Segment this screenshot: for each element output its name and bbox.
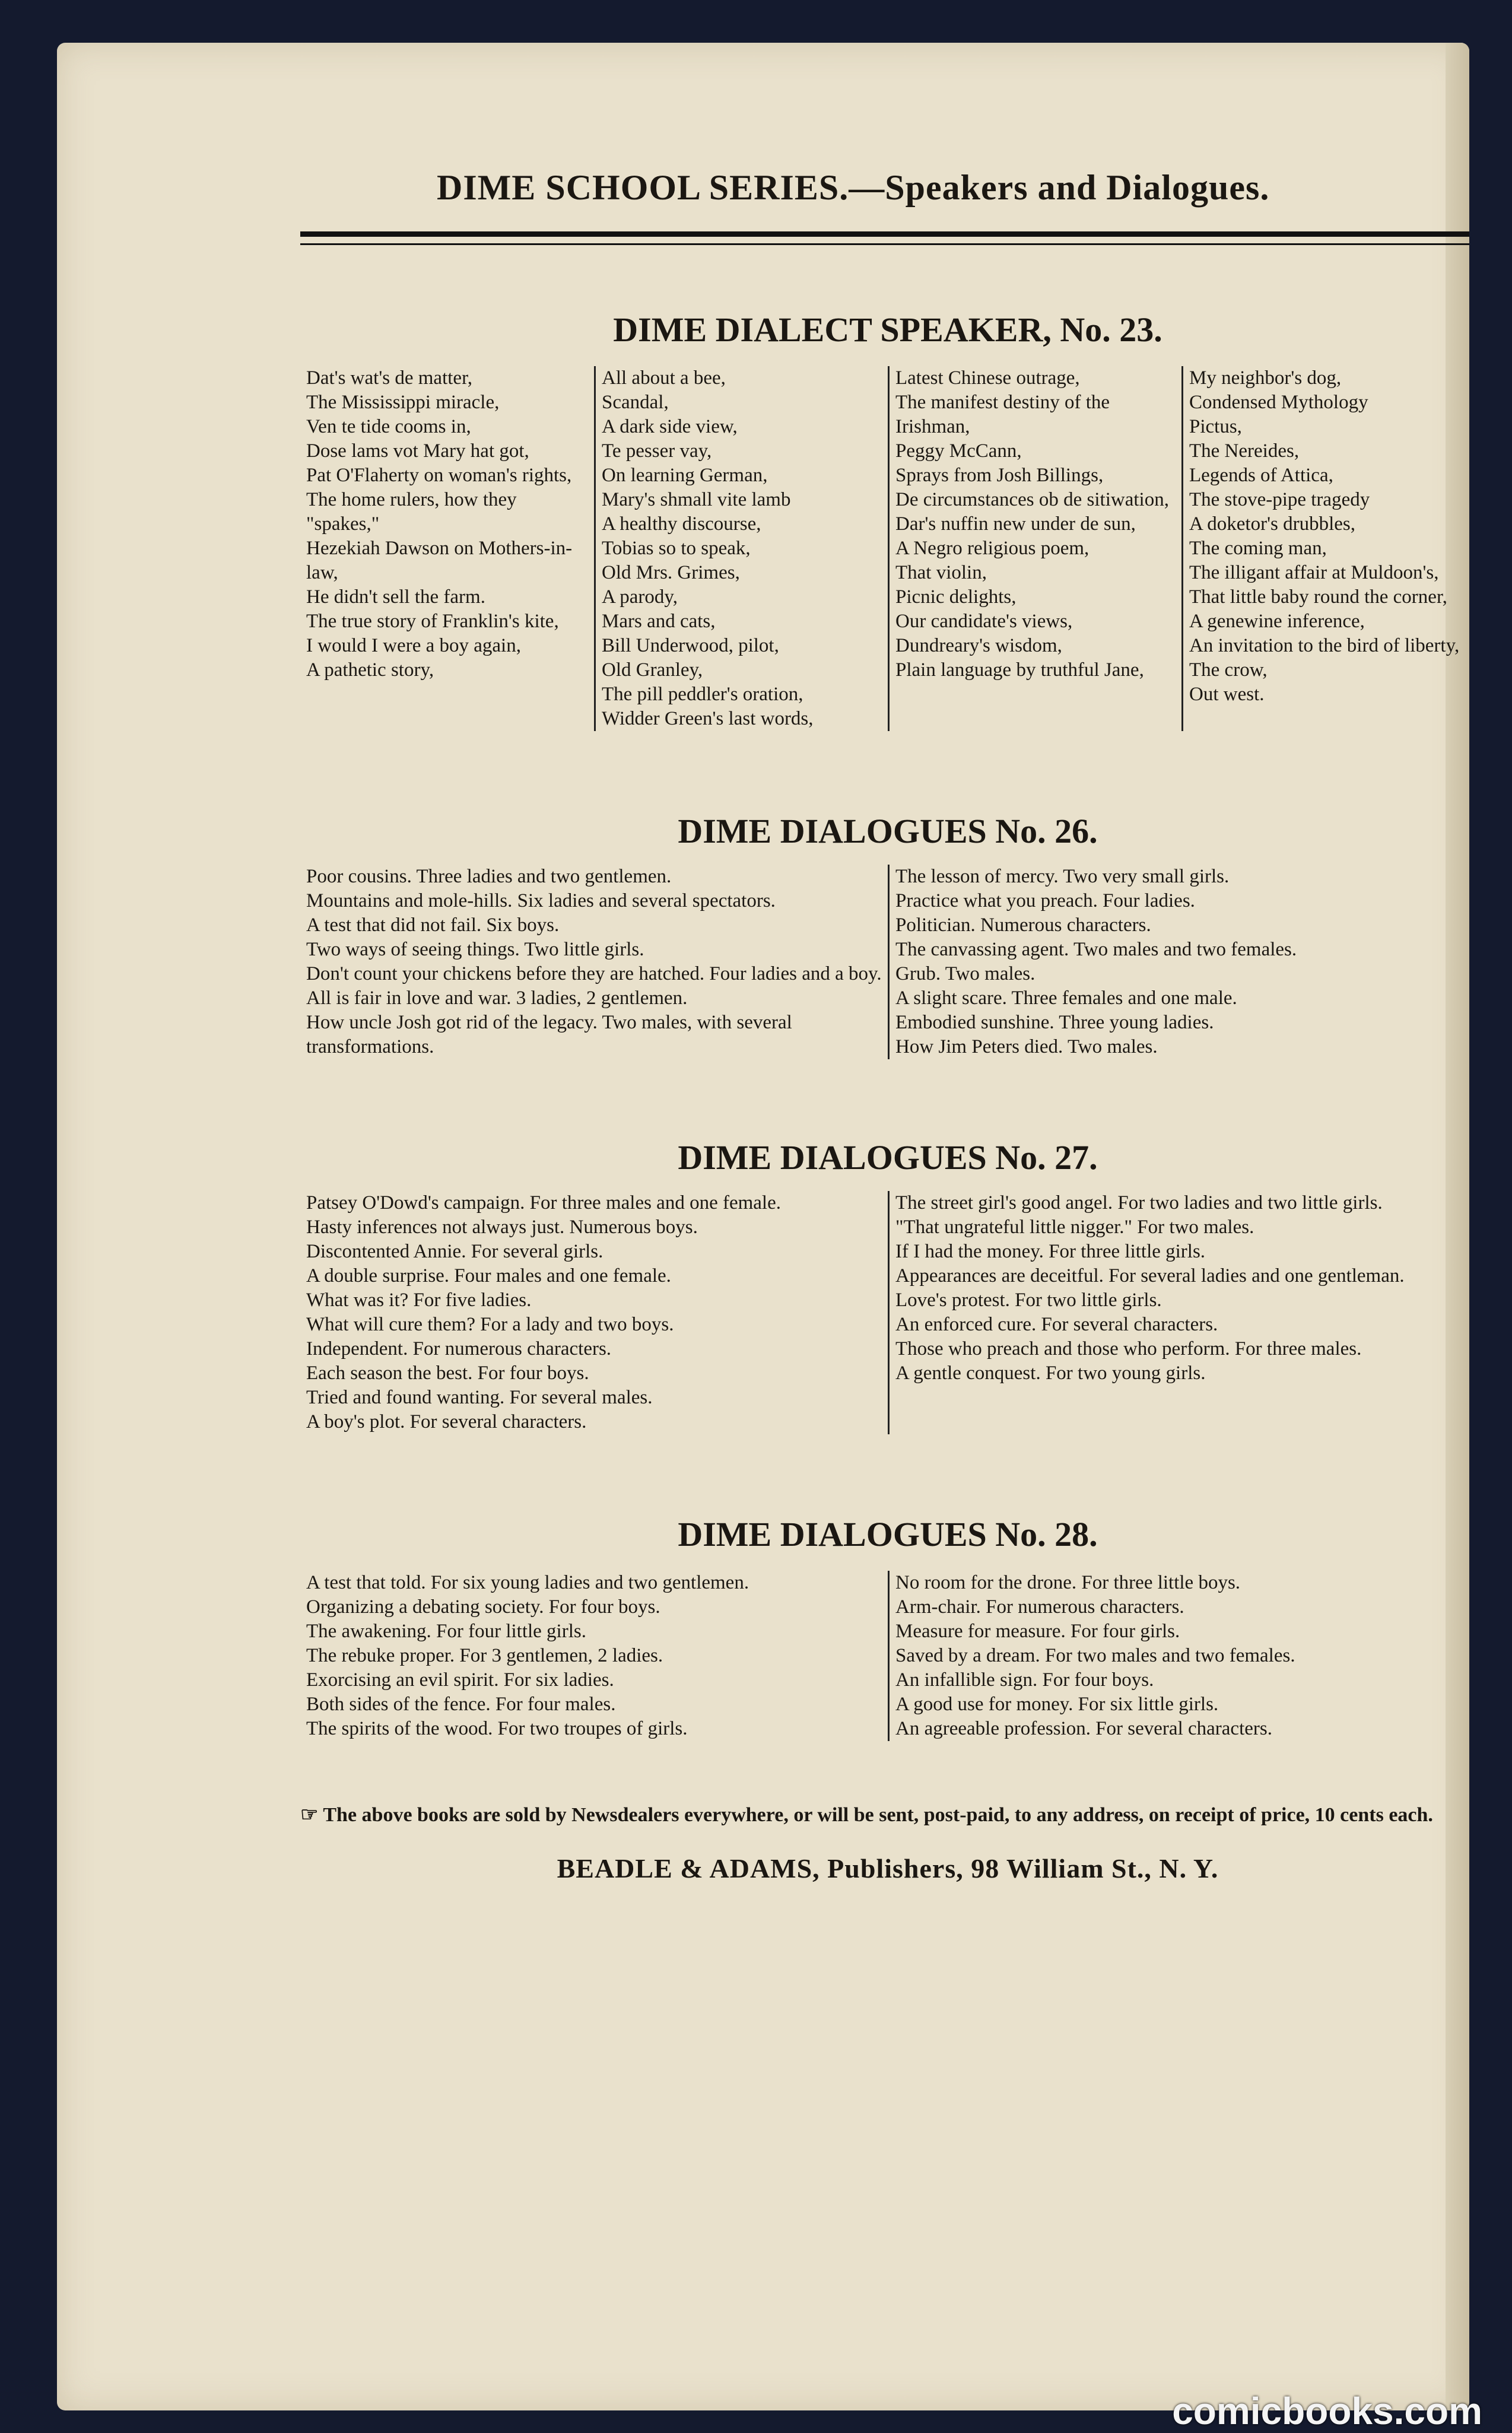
list-item: Politician. Numerous characters. [895, 914, 1151, 936]
list-item: Plain language by truthful Jane, [895, 659, 1144, 681]
list-column [888, 366, 1181, 731]
list-item: Don't count your chickens before they are hatched. Four ladies and a boy. [306, 963, 882, 984]
list-item: "That ungrateful little nigger." For two males. [895, 1216, 1254, 1238]
section-title-dialogues-28: DIME DIALOGUES No. 28. [678, 1515, 1098, 1554]
list-item: The illigant affair at Muldoon's, [1189, 562, 1439, 583]
list-column [594, 366, 888, 731]
list-item: An enforced cure. For several characters. [895, 1314, 1218, 1335]
list-column [300, 1191, 888, 1434]
section-dialogues-26-columns [300, 865, 1469, 1059]
list-item: Grub. Two males. [895, 963, 1035, 984]
list-item: The manifest destiny of the Irishman, [895, 392, 1110, 437]
list-item: The Nereides, [1189, 440, 1300, 462]
list-item: Appearances are deceitful. For several ladies and one gentleman. [895, 1265, 1405, 1287]
list-item: Mary's shmall vite lamb [602, 489, 791, 510]
list-item: A parody, [602, 586, 678, 608]
list-item: Tried and found wanting. For several males. [306, 1387, 653, 1408]
list-item: Widder Green's last words, [602, 708, 814, 729]
list-item: How Jim Peters died. Two males. [895, 1036, 1158, 1057]
list-item: Mars and cats, [602, 611, 716, 632]
page [57, 43, 1469, 2410]
list-item: Dat's wat's de matter, [306, 367, 472, 389]
list-column [888, 865, 1469, 1059]
section-dialogues-28-columns [300, 1571, 1469, 1741]
list-item: Patsey O'Dowd's campaign. For three males and one female. [306, 1192, 781, 1214]
list-item: Scandal, [602, 392, 669, 413]
list-item: The spirits of the wood. For two troupes of girls. [306, 1718, 688, 1739]
list-item: Dundreary's wisdom, [895, 635, 1062, 656]
section-title-dialogues-26: DIME DIALOGUES No. 26. [678, 812, 1098, 850]
list-item: Legends of Attica, [1189, 465, 1333, 486]
page-header [437, 167, 1386, 208]
list-item: Arm-chair. For numerous characters. [895, 1596, 1184, 1618]
list-item: The crow, [1189, 659, 1268, 681]
list-item: Each season the best. For four boys. [306, 1362, 589, 1384]
list-item: A boy's plot. For several characters. [306, 1411, 587, 1433]
list-item: Old Mrs. Grimes, [602, 562, 740, 583]
section-dialect-speaker-columns [300, 366, 1469, 731]
list-item: Ven te tide cooms in, [306, 416, 471, 437]
list-item: Practice what you preach. Four ladies. [895, 890, 1195, 911]
header-rule-thin [300, 243, 1469, 245]
list-item: Sprays from Josh Billings, [895, 465, 1104, 486]
list-column [300, 1571, 888, 1741]
list-item: All about a bee, [602, 367, 726, 389]
list-item: Two ways of seeing things. Two little girls. [306, 939, 644, 960]
list-item: Hasty inferences not always just. Numerous boys. [306, 1216, 698, 1238]
list-item: Dose lams vot Mary hat got, [306, 440, 529, 462]
list-item: A test that told. For six young ladies and two gentlemen. [306, 1572, 749, 1593]
list-item: Bill Underwood, pilot, [602, 635, 779, 656]
list-item: That violin, [895, 562, 987, 583]
list-item: Tobias so to speak, [602, 538, 751, 559]
list-item: An invitation to the bird of liberty, [1189, 635, 1460, 656]
list-item: The coming man, [1189, 538, 1327, 559]
list-item: A doketor's drubbles, [1189, 513, 1356, 535]
list-item: A slight scare. Three females and one male. [895, 987, 1237, 1009]
page-content [235, 43, 1460, 2410]
list-item: Condensed Mythology [1189, 392, 1368, 413]
list-item: Poor cousins. Three ladies and two gentlemen. [306, 866, 672, 887]
list-item: All is fair in love and war. 3 ladies, 2 gentlemen. [306, 987, 688, 1009]
list-item: Discontented Annie. For several girls. [306, 1241, 603, 1262]
list-item: Mountains and mole-hills. Six ladies and several spectators. [306, 890, 776, 911]
list-item: Pat O'Flaherty on woman's rights, [306, 465, 572, 486]
list-item: A pathetic story, [306, 659, 434, 681]
list-item: Pictus, [1189, 416, 1242, 437]
list-item: Organizing a debating society. For four boys. [306, 1596, 660, 1618]
list-item: Independent. For numerous characters. [306, 1338, 612, 1360]
list-column [888, 1191, 1469, 1434]
list-item: He didn't sell the farm. [306, 586, 485, 608]
list-item: The lesson of mercy. Two very small girls. [895, 866, 1230, 887]
list-item: A genewine inference, [1189, 611, 1365, 632]
list-item: Our candidate's views, [895, 611, 1073, 632]
list-item: Love's protest. For two little girls. [895, 1289, 1162, 1311]
list-column [300, 865, 888, 1059]
list-item: Hezekiah Dawson on Mothers-in-law, [306, 538, 573, 583]
list-item: The home rulers, how they "spakes," [306, 489, 517, 535]
list-item: Out west. [1189, 684, 1265, 705]
list-item: Latest Chinese outrage, [895, 367, 1080, 389]
list-item: Exorcising an evil spirit. For six ladies. [306, 1669, 614, 1691]
list-item: On learning German, [602, 465, 768, 486]
list-item: Embodied sunshine. Three young ladies. [895, 1012, 1214, 1033]
list-item: The stove-pipe tragedy [1189, 489, 1370, 510]
list-item: Peggy McCann, [895, 440, 1022, 462]
list-item: What will cure them? For a lady and two boys. [306, 1314, 674, 1335]
list-item: If I had the money. For three little girls. [895, 1241, 1206, 1262]
series-subtitle: —Speakers and Dialogues. [849, 168, 1270, 207]
section-title-dialect-speaker: DIME DIALECT SPEAKER, No. 23. [613, 310, 1162, 349]
list-item: Measure for measure. For four girls. [895, 1621, 1180, 1642]
list-item: The rebuke proper. For 3 gentlemen, 2 ladies. [306, 1645, 663, 1666]
list-item: The pill peddler's oration, [602, 684, 803, 705]
list-item: Old Granley, [602, 659, 703, 681]
list-item: A healthy discourse, [602, 513, 761, 535]
watermark: comicbooks.com [1172, 2390, 1482, 2432]
list-item: A good use for money. For six little girls. [895, 1694, 1219, 1715]
list-item: What was it? For five ladies. [306, 1289, 532, 1311]
list-item: A Negro religious poem, [895, 538, 1089, 559]
list-item: Those who preach and those who perform. For three males. [895, 1338, 1362, 1360]
list-item: No room for the drone. For three little boys. [895, 1572, 1241, 1593]
list-item: A dark side view, [602, 416, 738, 437]
list-item: The street girl's good angel. For two ladies and two little girls. [895, 1192, 1383, 1214]
list-item: The Mississippi miracle, [306, 392, 500, 413]
list-item: A double surprise. Four males and one female. [306, 1265, 671, 1287]
list-item: The true story of Franklin's kite, [306, 611, 559, 632]
list-item: An infallible sign. For four boys. [895, 1669, 1154, 1691]
list-item: Picnic delights, [895, 586, 1017, 608]
list-item: Te pesser vay, [602, 440, 712, 462]
list-item: Dar's nuffin new under de sun, [895, 513, 1136, 535]
list-item: How uncle Josh got rid of the legacy. Two males, with several transformations. [306, 1012, 792, 1057]
list-item: Saved by a dream. For two males and two females. [895, 1645, 1295, 1666]
publisher-line: BEADLE & ADAMS, Publishers, 98 William St., N. Y. [557, 1853, 1219, 1883]
header-rule [300, 231, 1469, 237]
sales-note: ☞ The above books are sold by Newsdealers everywhere, or will be sent, post-paid, to any address, on receipt of price, 10 cents each. [300, 1804, 1433, 1826]
list-item: Both sides of the fence. For four males. [306, 1694, 616, 1715]
list-column [300, 366, 594, 731]
series-title: DIME SCHOOL SERIES. [437, 168, 849, 207]
section-title-dialogues-27: DIME DIALOGUES No. 27. [678, 1138, 1098, 1177]
list-item: The canvassing agent. Two males and two females. [895, 939, 1297, 960]
section-dialogues-27-columns [300, 1191, 1469, 1434]
list-column [1181, 366, 1469, 731]
list-item: An agreeable profession. For several characters. [895, 1718, 1272, 1739]
list-item: That little baby round the corner, [1189, 586, 1447, 608]
list-item: My neighbor's dog, [1189, 367, 1342, 389]
list-item: The awakening. For four little girls. [306, 1621, 586, 1642]
list-item: A gentle conquest. For two young girls. [895, 1362, 1206, 1384]
list-item: A test that did not fail. Six boys. [306, 914, 560, 936]
list-column [888, 1571, 1469, 1741]
list-item: I would I were a boy again, [306, 635, 521, 656]
list-item: De circumstances ob de sitiwation, [895, 489, 1169, 510]
